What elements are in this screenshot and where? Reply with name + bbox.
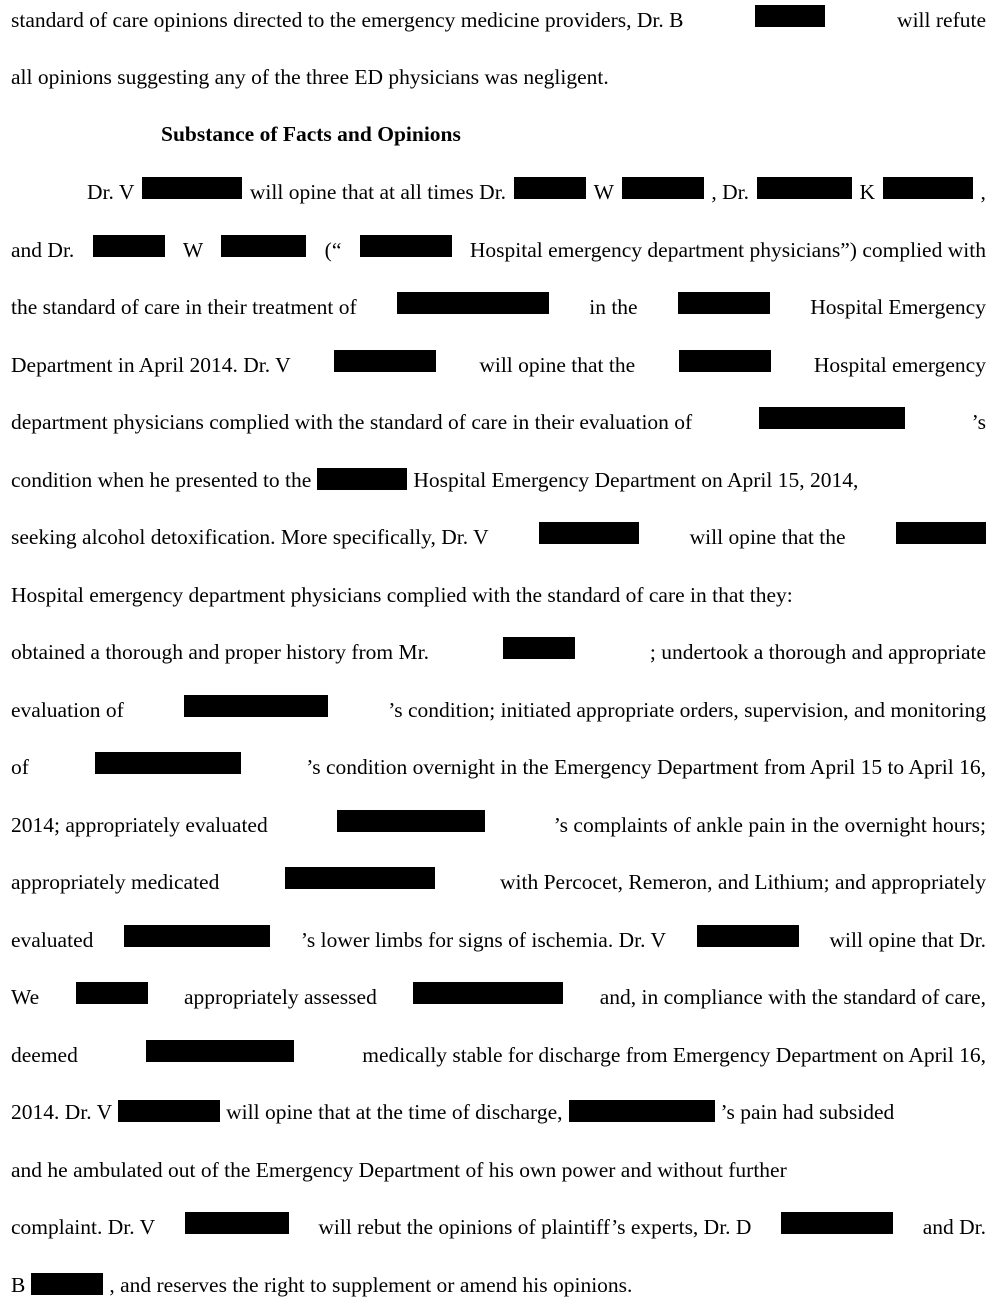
paragraph-line (87, 177, 986, 207)
paragraph-line (11, 752, 986, 782)
line-text: standard of care opinions directed to the emergency medicine providers, Dr. B (11, 8, 684, 32)
redaction-block (781, 1212, 893, 1234)
line-text: Hospital emergency department physicians”) complied with (469, 238, 986, 262)
line-text: ; undertook a thorough and appropriate (649, 640, 986, 664)
redaction-block (360, 235, 452, 257)
line-text: will opine that at the time of discharge, (226, 1100, 563, 1124)
redaction-block (285, 867, 435, 889)
line-text: , Dr. (711, 180, 749, 204)
paragraph-line (11, 465, 986, 495)
paragraph-line (11, 1212, 986, 1242)
paragraph-line (11, 62, 986, 92)
line-text: and he ambulated out of the Emergency Department of his own power and without further (11, 1158, 787, 1182)
line-text: K (859, 180, 876, 204)
redaction-block (185, 1212, 289, 1234)
redaction-block (184, 695, 328, 717)
line-text: Hospital emergency department physicians complied with the standard of care in that they: (11, 583, 793, 607)
redaction-block (413, 982, 563, 1004)
redaction-block (678, 292, 770, 314)
redaction-block (337, 810, 485, 832)
line-text: will refute (897, 8, 986, 32)
redaction-block (95, 752, 241, 774)
paragraph-line (11, 925, 986, 955)
line-text: Dr. V (87, 180, 135, 204)
line-text: and Dr. (11, 238, 75, 262)
redaction-block (539, 522, 639, 544)
line-text: ’s (971, 410, 986, 434)
redaction-block (697, 925, 799, 947)
line-text: Department in April 2014. Dr. V (11, 353, 291, 377)
line-text: seeking alcohol detoxification. More specifically, Dr. V (11, 525, 489, 549)
line-text: of (11, 755, 29, 779)
paragraph-line (11, 407, 986, 437)
redaction-block (31, 1273, 103, 1295)
redaction-block (124, 925, 270, 947)
redaction-block (503, 637, 575, 659)
line-text: will rebut the opinions of plaintiff’s experts, Dr. D (318, 1215, 752, 1239)
line-text: ’s condition; initiated appropriate orders, supervision, and monitoring (388, 698, 986, 722)
redaction-block (896, 522, 986, 544)
line-text: Hospital Emergency (810, 295, 986, 319)
paragraph-line (11, 637, 986, 667)
paragraph-line (11, 695, 986, 725)
redaction-block (757, 177, 852, 199)
line-text: B (11, 1273, 26, 1297)
redaction-block (397, 292, 549, 314)
line-text: will opine that at all times Dr. (249, 180, 507, 204)
paragraph-line (11, 867, 986, 897)
line-text: , and reserves the right to supplement or amend his opinions. (109, 1273, 633, 1297)
line-text: 2014; appropriately evaluated (11, 813, 268, 837)
line-text: W (182, 238, 204, 262)
redaction-block (146, 1040, 294, 1062)
redaction-block (317, 468, 407, 490)
line-text: condition when he presented to the (11, 468, 312, 492)
line-text: W (593, 180, 614, 204)
line-text: evaluated (11, 928, 94, 952)
paragraph-line (11, 1270, 986, 1300)
line-text: and, in compliance with the standard of care, (599, 985, 986, 1009)
line-text: , (980, 180, 986, 204)
redaction-block (334, 350, 436, 372)
redaction-block (221, 235, 306, 257)
line-text: ’s lower limbs for signs of ischemia. Dr. V (300, 928, 666, 952)
line-text: complaint. Dr. V (11, 1215, 156, 1239)
line-text: (“ (324, 238, 342, 262)
redaction-block (142, 177, 242, 199)
line-text: 2014. Dr. V (11, 1100, 113, 1124)
line-text: will opine that the (479, 353, 636, 377)
line-text: will opine that the (689, 525, 846, 549)
paragraph-line (11, 235, 986, 265)
redaction-block (514, 177, 586, 199)
section-heading: Substance of Facts and Opinions (161, 122, 461, 146)
redaction-block (569, 1100, 715, 1122)
redaction-block (679, 350, 771, 372)
redaction-block (76, 982, 148, 1004)
paragraph-line (11, 522, 986, 552)
line-text: obtained a thorough and proper history from Mr. (11, 640, 429, 664)
line-text: with Percocet, Remeron, and Lithium; and appropriately (500, 870, 986, 894)
line-text: ’s complaints of ankle pain in the overnight hours; (553, 813, 986, 837)
redaction-block (759, 407, 905, 429)
line-text: Hospital emergency (813, 353, 986, 377)
line-text: all opinions suggesting any of the three ED physicians was negligent. (11, 65, 609, 89)
line-text: Hospital Emergency Department on April 15, 2014, (413, 468, 859, 492)
paragraph-line (11, 810, 986, 840)
paragraph-line (11, 580, 986, 610)
line-text: medically stable for discharge from Emergency Department on April 16, (362, 1043, 986, 1067)
line-text: the standard of care in their treatment of (11, 295, 357, 319)
redaction-block (883, 177, 973, 199)
line-text: appropriately medicated (11, 870, 220, 894)
paragraph-line (11, 1040, 986, 1070)
paragraph-line (11, 292, 986, 322)
paragraph-line (11, 5, 986, 35)
line-text: will opine that Dr. (829, 928, 986, 952)
paragraph-line (11, 350, 986, 380)
line-text: ’s condition overnight in the Emergency Department from April 15 to April 16, (306, 755, 986, 779)
line-text: department physicians complied with the standard of care in their evaluation of (11, 410, 693, 434)
redaction-block (622, 177, 704, 199)
redaction-block (93, 235, 165, 257)
line-text: in the (589, 295, 638, 319)
line-text: ’s pain had subsided (720, 1100, 895, 1124)
line-text: deemed (11, 1043, 78, 1067)
line-text: We (11, 985, 40, 1009)
paragraph-line (11, 1097, 986, 1127)
line-text: and Dr. (922, 1215, 986, 1239)
paragraph-line (11, 1155, 986, 1185)
redaction-block (755, 5, 825, 27)
line-text: evaluation of (11, 698, 124, 722)
line-text: appropriately assessed (184, 985, 377, 1009)
paragraph-line (11, 982, 986, 1012)
redaction-block (118, 1100, 220, 1122)
